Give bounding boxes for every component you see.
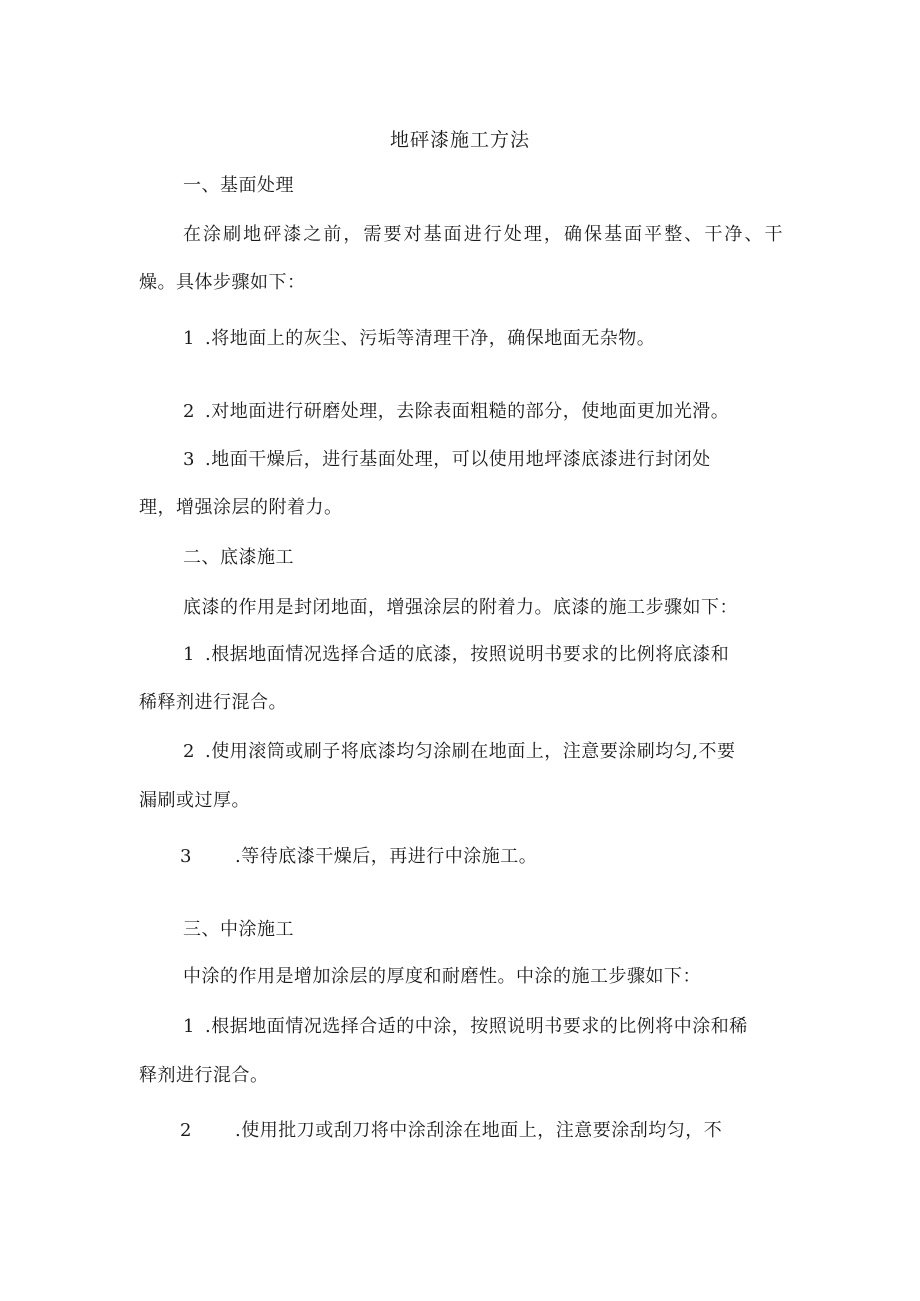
section3-heading: 三、中涂施工 (183, 919, 294, 940)
item-text: .对地面进行研磨处理，去除表面粗糙的部分，使地面更加光滑。 (205, 401, 730, 422)
item-number: 2 (183, 401, 195, 422)
section1-item3-line2: 理，增强涂层的附着力。 (139, 497, 343, 518)
section2-item2-line1 (183, 738, 735, 766)
document-title: 地砰漆施工方法 (389, 129, 530, 151)
item-number: 1 (183, 1016, 195, 1037)
section1-intro-line2: 燥。具体步骤如下： (139, 272, 306, 293)
section2-item1-line1 (183, 641, 729, 669)
section2-intro: 底漆的作用是封闭地面，增强涂层的附着力。底漆的施工步骤如下： (183, 597, 738, 618)
section1-intro-line1: 在涂刷地砰漆之前，需要对基面进行处理，确保基面平整、干净、干 (183, 224, 783, 245)
item-text: .根据地面情况选择合适的底漆，按照说明书要求的比例将底漆和 (205, 644, 730, 665)
section3-item1-line2: 释剂进行混合。 (139, 1065, 269, 1086)
item-text: .地面干燥后，进行基面处理，可以使用地坪漆底漆进行封闭处 (205, 449, 711, 470)
section2-item1-line2: 稀释剂进行混合。 (139, 692, 287, 713)
item-number: 3 (183, 449, 195, 470)
item-text: .等待底漆干燥后，再进行中涂施工。 (235, 846, 538, 867)
item-text: .使用滚筒或刷子将底漆均匀涂刷在地面上，注意要涂刷均匀,不要 (205, 741, 736, 762)
item-number: 2 (180, 1120, 192, 1141)
section3-item2 (180, 1117, 722, 1145)
item-text: .使用批刀或刮刀将中涂刮涂在地面上，注意要涂刮均匀，不 (235, 1120, 723, 1141)
item-number: 1 (183, 644, 195, 665)
section2-item2-line2: 漏刷或过厚。 (139, 790, 250, 811)
section1-heading: 一、基面处理 (183, 175, 294, 196)
item-number: 1 (183, 328, 195, 349)
section3-intro: 中涂的作用是增加涂层的厚度和耐磨性。中涂的施工步骤如下： (183, 966, 701, 987)
item-number: 3 (180, 846, 192, 867)
item-number: 2 (183, 741, 195, 762)
section2-item3 (180, 843, 537, 871)
item-text: .将地面上的灰尘、污垢等清理干净，确保地面无杂物。 (205, 328, 656, 349)
item-text: .根据地面情况选择合适的中涂，按照说明书要求的比例将中涂和稀 (205, 1016, 748, 1037)
section1-item2 (183, 398, 729, 426)
section1-item1 (183, 325, 655, 353)
section1-item3-line1 (183, 446, 711, 474)
section3-item1-line1 (183, 1013, 748, 1041)
section2-heading: 二、底漆施工 (183, 547, 294, 568)
